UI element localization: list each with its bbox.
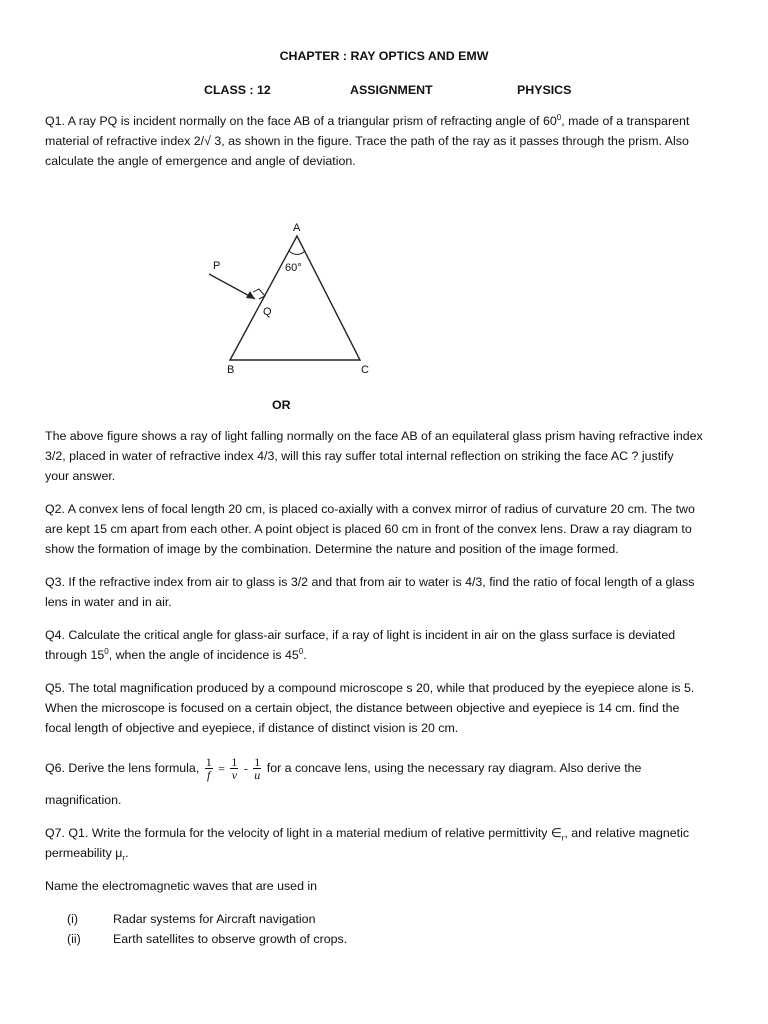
label-angle: 60° — [285, 262, 302, 274]
label-q: Q — [263, 306, 272, 318]
chapter-title: CHAPTER : RAY OPTICS AND EMW — [279, 49, 489, 63]
question-7: Q7. Q1. Write the formula for the velocity of light in a material medium of relative permittivity $\in_r$, and relative magnetic permeability $\mu_r$. — [45, 826, 690, 863]
fraction-1-over-f: $\frac{1}{f}$ — [205, 755, 212, 783]
question-4: Q4. Calculate the critical angle for glass-air surface, if a ray of light is incident in air on the glass surface is deviated through $15^0$, when the angle of incidence is $45^0$. — [45, 628, 676, 662]
question-7-prompt: Name the electromagnetic waves that are used in — [45, 879, 318, 893]
fraction-1-over-v: $\frac{1}{v}$ — [231, 755, 238, 783]
label-p: P — [213, 260, 221, 272]
label-b: B — [227, 364, 235, 376]
question-2: Q2. A convex lens of focal length 20 cm, is placed co-axially with a convex mirror of radius of curvature 20 cm. The two are kept 15 cm apart from each other. A point object is placed 60 cm in front of the convex lens. Draw a ray diagram to show the formation of image by the combination. Determine the nature and position of the image formed. — [45, 502, 695, 556]
question-6-cont: magnification. — [45, 793, 122, 807]
question-3: Q3. If the refractive index from air to glass is 3/2 and that from air to water is 4/3, find the ratio of focal length of a glass lens in water and in air. — [45, 575, 695, 609]
list-item: (i) Radar systems for Aircraft navigation — [67, 912, 316, 926]
subject-label: PHYSICS — [517, 83, 572, 97]
list-item: (ii) Earth satellites to observe growth of crops. — [67, 932, 348, 946]
assignment-label: ASSIGNMENT — [350, 83, 433, 97]
label-c: C — [361, 364, 369, 376]
prism-diagram — [205, 218, 385, 378]
question-1-or: The above figure shows a ray of light falling normally on the face AB of an equilateral glass prism having refractive index 3/2, placed in water of refractive index 4/3, will this ray suffer total internal reflection on striking the face AC ? justify your answer. — [45, 429, 703, 483]
class-label: CLASS : 12 — [204, 83, 271, 97]
angle-arc — [289, 251, 305, 255]
fraction-1-over-u: $\frac{1}{u}$ — [254, 755, 261, 783]
label-a: A — [293, 222, 301, 234]
question-5: Q5. The total magnification produced by a compound microscope s 20, while that produced by the eyepiece alone is 5. When the microscope is focused on a certain object, the distance between objective and eyepiece is 14 cm. find the focal length of objective and eyepiece, if distance of distinct vision is 20 cm. — [45, 681, 695, 735]
question-6: Q6. Derive the lens formula, $\frac{1}{f}$ = $\frac{1}{v}$ - $\frac{1}{u}$ for a concave lens, using the necessary ray diagram. Also derive the — [45, 755, 642, 783]
prism-figure — [205, 218, 385, 378]
or-separator: OR — [272, 398, 291, 412]
question-1: Q1. A ray PQ is incident normally on the face AB of a triangular prism of refracting angle of $60^0$, made of a transparent material of refractive index 2/√ 3, as shown in the figure. Trace the path of the ray as it passes through the prism. Also calculate the angle of emergence and angle of deviation. — [45, 112, 690, 168]
